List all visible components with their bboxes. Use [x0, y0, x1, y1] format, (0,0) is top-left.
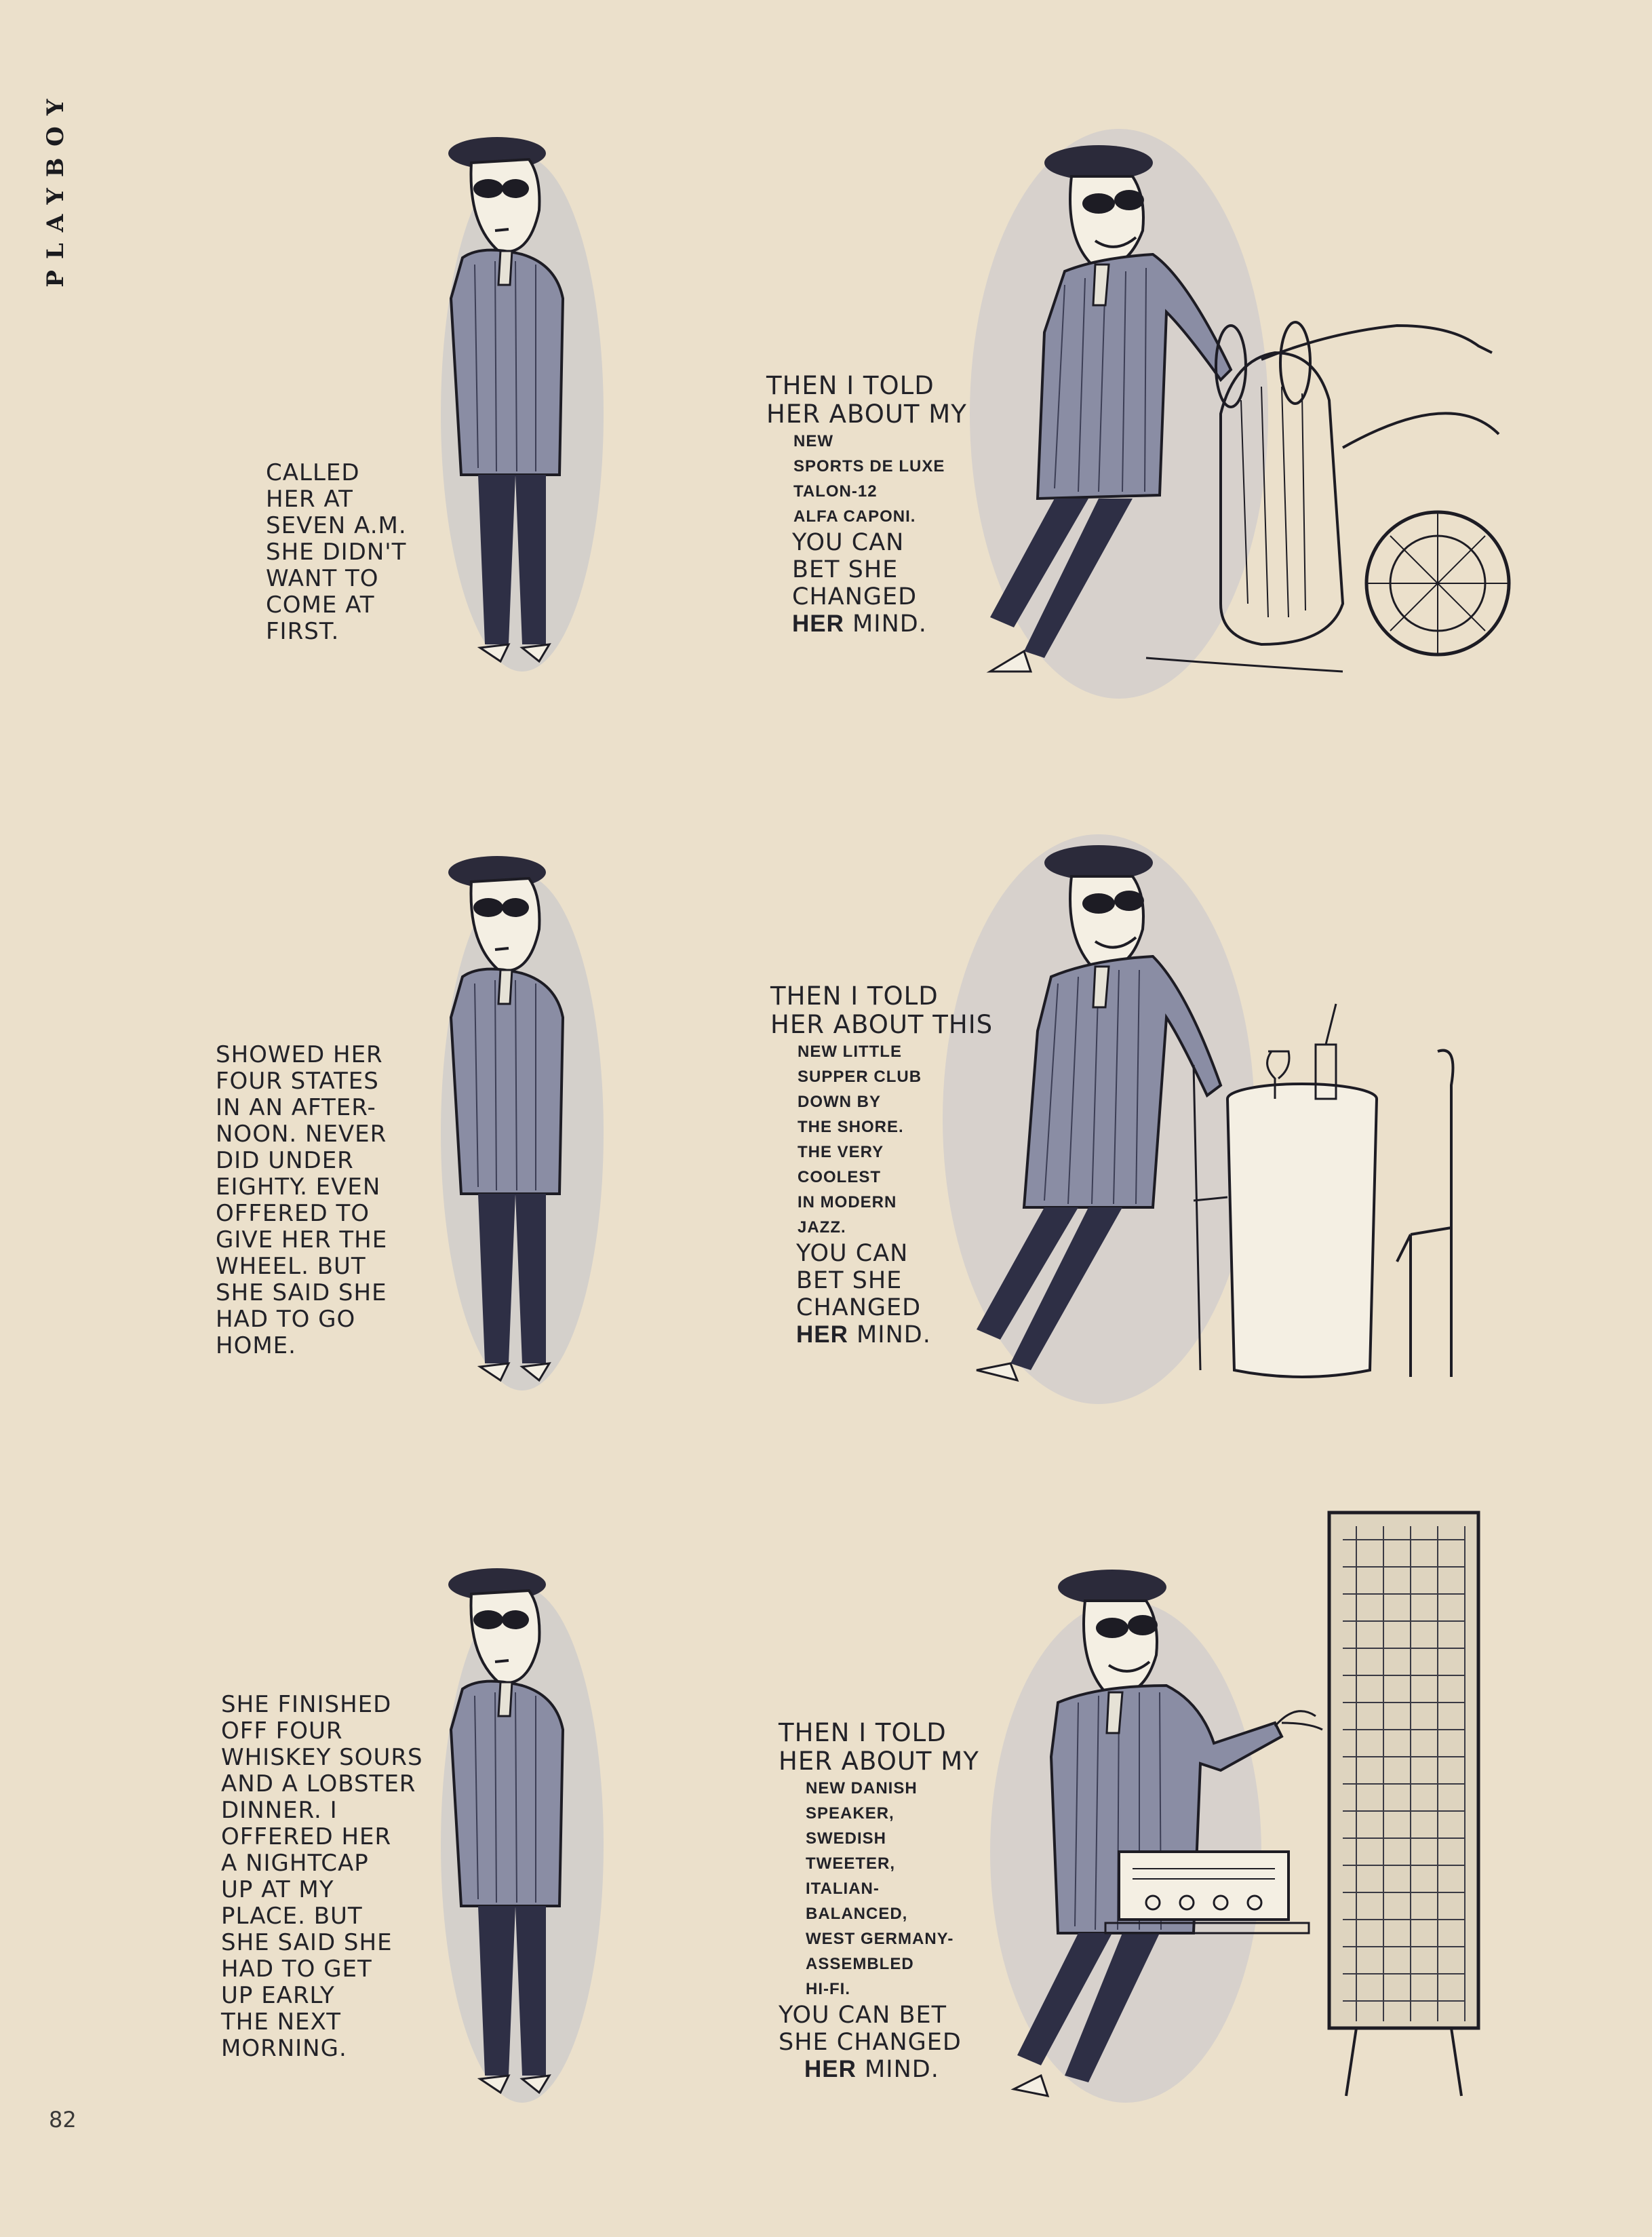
caption-line: CALLED — [266, 459, 360, 486]
caption-line: OFFERED HER — [221, 1823, 392, 1850]
caption-line: DID UNDER — [216, 1147, 354, 1174]
caption-detail: NEW DANISH — [806, 1779, 918, 1797]
figure-standing-3 — [420, 1553, 637, 2109]
caption-line: FOUR STATES — [216, 1068, 379, 1095]
caption-line: WHEEL. BUT — [216, 1253, 366, 1280]
panel-1-right-caption — [766, 372, 967, 638]
caption-line: OFFERED TO — [216, 1200, 370, 1227]
caption-punch: CHANGED — [792, 583, 918, 610]
panel-1-left-caption — [266, 460, 407, 645]
caption-line: COME AT — [266, 591, 375, 619]
emphasis-her: HER — [792, 610, 844, 637]
caption-detail: COOLEST — [798, 1168, 882, 1186]
caption-punch-end: MIND. — [852, 610, 927, 638]
emphasis-her: HER — [804, 2056, 857, 2082]
caption-detail: ALFA CAPONI. — [793, 507, 916, 526]
caption-detail: TALON-12 — [793, 482, 878, 501]
caption-detail: TWEETER, — [806, 1854, 895, 1873]
caption-detail: THE SHORE. — [798, 1118, 904, 1136]
caption-line: WHISKEY SOURS — [221, 1744, 423, 1771]
panel-3-right-caption — [779, 1719, 979, 2083]
caption-line: OFF FOUR — [221, 1717, 343, 1745]
caption-intro: HER ABOUT MY — [779, 1747, 979, 1776]
emphasis-her: HER — [796, 1321, 848, 1348]
caption-line: EIGHTY. EVEN — [216, 1173, 381, 1201]
caption-punch-final — [779, 2056, 979, 2083]
caption-detail: IN MODERN — [798, 1193, 897, 1211]
caption-line: DINNER. I — [221, 1797, 338, 1824]
caption-punch: YOU CAN — [796, 1240, 909, 1267]
caption-punch: YOU CAN BET — [779, 2002, 947, 2029]
caption-line: FIRST. — [266, 618, 340, 645]
caption-detail: JAZZ. — [798, 1218, 846, 1237]
caption-line: SHOWED HER — [216, 1041, 383, 1068]
caption-line: HER AT — [266, 486, 353, 513]
panel-3-left-caption — [221, 1692, 423, 2062]
caption-detail: SPEAKER, — [806, 1804, 894, 1823]
panel-2-right-caption — [770, 982, 993, 1348]
caption-line: HAD TO GET — [221, 1956, 372, 1983]
caption-line: HAD TO GO — [216, 1306, 356, 1333]
figure-standing-2 — [420, 841, 637, 1397]
caption-detail: NEW — [793, 432, 833, 450]
caption-punch: BET SHE — [792, 556, 899, 583]
caption-line: HOME. — [216, 1332, 296, 1359]
caption-line: A NIGHTCAP — [221, 1850, 369, 1877]
caption-punch-final — [766, 610, 967, 638]
caption-detail: DOWN BY — [798, 1093, 881, 1111]
caption-line: MORNING. — [221, 2035, 347, 2062]
caption-punch: YOU CAN — [792, 529, 905, 556]
caption-line: PLACE. BUT — [221, 1903, 363, 1930]
caption-detail: NEW LITTLE — [798, 1043, 902, 1061]
caption-intro: THEN I TOLD — [770, 981, 939, 1011]
caption-punch-end: MIND. — [865, 2056, 939, 2083]
caption-line: WANT TO — [266, 565, 379, 592]
caption-line: SHE SAID SHE — [221, 1929, 393, 1956]
caption-line: IN AN AFTER- — [216, 1094, 376, 1121]
panel-2-left-caption — [216, 1042, 387, 1359]
figure-leaning-table — [936, 828, 1492, 1424]
caption-line: NOON. NEVER — [216, 1121, 387, 1148]
caption-detail: HI-FI. — [806, 1980, 850, 1998]
caption-detail: BALANCED, — [806, 1905, 908, 1923]
caption-line: SHE FINISHED — [221, 1691, 392, 1718]
caption-punch-final — [770, 1321, 993, 1348]
caption-intro: HER ABOUT MY — [766, 400, 967, 429]
caption-detail: SUPPER CLUB — [798, 1068, 922, 1086]
caption-line: SHE SAID SHE — [216, 1279, 387, 1306]
caption-line: GIVE HER THE — [216, 1226, 388, 1253]
caption-punch: SHE CHANGED — [779, 2029, 962, 2056]
caption-detail: SWEDISH — [806, 1829, 887, 1848]
masthead: PLAYBOY — [42, 88, 69, 288]
caption-intro: THEN I TOLD — [779, 1718, 947, 1747]
caption-punch-end: MIND. — [857, 1321, 931, 1348]
caption-line: SEVEN A.M. — [266, 512, 407, 539]
page-number: 82 — [49, 2107, 77, 2133]
figure-hifi — [977, 1499, 1506, 2109]
caption-detail: ASSEMBLED — [806, 1955, 914, 1973]
caption-punch: BET SHE — [796, 1267, 903, 1294]
caption-detail: ITALIAN- — [806, 1880, 880, 1898]
caption-detail: WEST GERMANY- — [806, 1930, 954, 1948]
caption-line: UP AT MY — [221, 1876, 334, 1903]
figure-standing-1 — [420, 122, 637, 678]
caption-detail: THE VERY — [798, 1143, 884, 1161]
caption-line: AND A LOBSTER — [221, 1770, 416, 1797]
caption-line: SHE DIDN'T — [266, 539, 407, 566]
caption-intro: THEN I TOLD — [766, 371, 935, 400]
caption-intro: HER ABOUT THIS — [770, 1010, 994, 1039]
caption-line: UP EARLY — [221, 1982, 335, 2009]
caption-punch: CHANGED — [796, 1294, 922, 1321]
caption-line: THE NEXT — [221, 2008, 342, 2036]
caption-detail: SPORTS DE LUXE — [793, 457, 945, 475]
figure-leaning-car — [963, 129, 1506, 712]
